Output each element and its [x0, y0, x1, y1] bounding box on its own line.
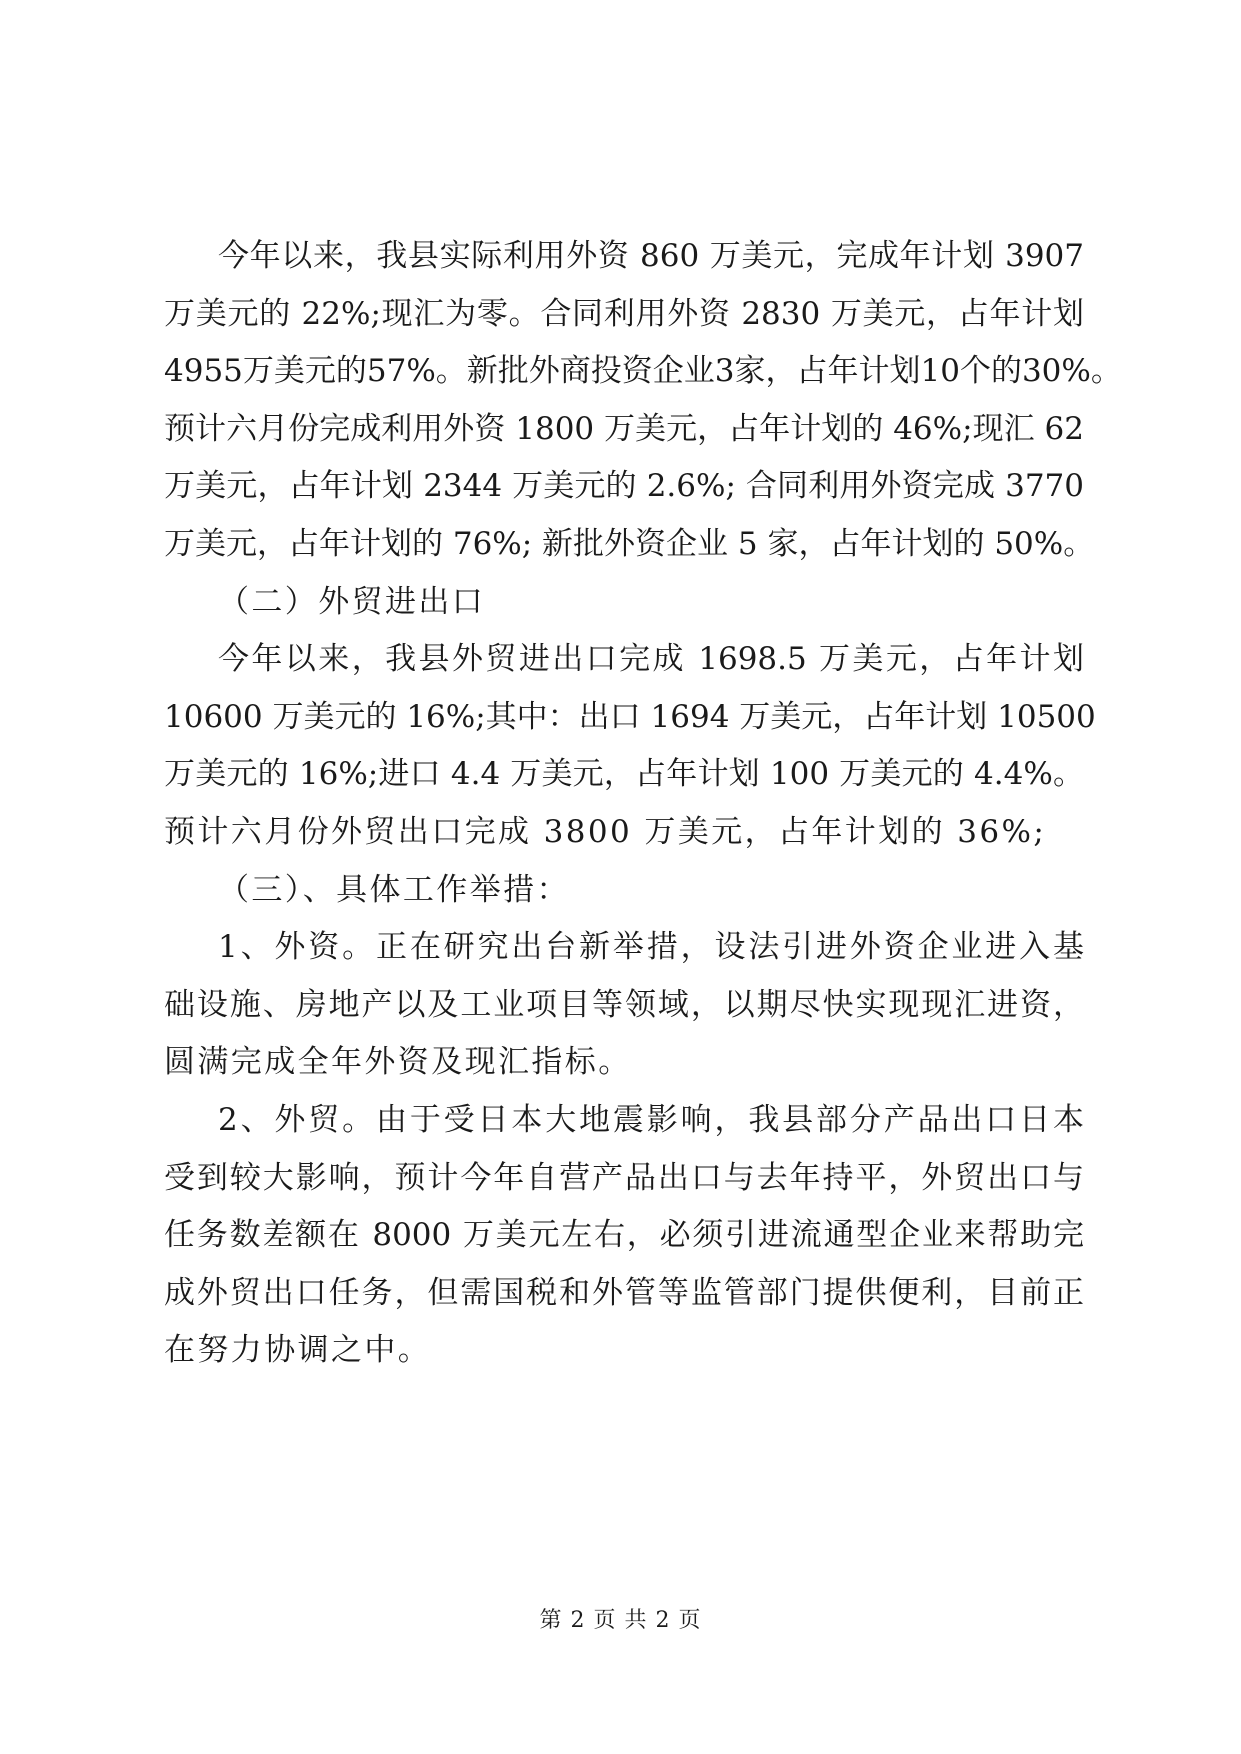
text-line: 万美元的 22%;现汇为零。合同利用外资 2830 万美元，占年计划	[164, 295, 1084, 332]
text-line: 成外贸出口任务，但需国税和外管等监管部门提供便利，目前正	[164, 1274, 1084, 1311]
text-line: 万美元的 16%;进口 4.4 万美元，占年计划 100 万美元的 4.4%。	[164, 756, 1084, 793]
text-line: 今年以来，我县外贸进出口完成 1698.5 万美元，占年计划	[218, 641, 1084, 678]
text-line: 预计六月份外贸出口完成 3800 万美元，占年计划的 36%;	[164, 813, 1047, 850]
text-line: 预计六月份完成利用外资 1800 万美元，占年计划的 46%;现汇 62	[164, 410, 1084, 447]
text-line: 4955万美元的57%。新批外商投资企业3家，占年计划10个的30%。	[164, 353, 1122, 390]
section-heading: （三）、具体工作举措：	[218, 871, 570, 908]
body-text	[164, 228, 1122, 1380]
text-line: 1、外资。正在研究出台新举措，设法引进外资企业进入基	[218, 929, 1084, 966]
text-line: 在努力协调之中。	[164, 1332, 432, 1369]
text-line: 受到较大影响，预计今年自营产品出口与去年持平，外贸出口与	[164, 1159, 1084, 1196]
text-line: 万美元，占年计划的 76%; 新批外资企业 5 家，占年计划的 50%。	[164, 525, 1095, 562]
text-line: 任务数差额在 8000 万美元左右，必须引进流通型企业来帮助完	[164, 1217, 1084, 1254]
text-line: 圆满完成全年外资及现汇指标。	[164, 1044, 632, 1081]
page-footer: 第 2 页 共 2 页	[539, 1608, 702, 1633]
text-line: 10600 万美元的 16%;其中：出口 1694 万美元，占年计划 10500	[164, 698, 1096, 735]
text-line: 万美元，占年计划 2344 万美元的 2.6%; 合同利用外资完成 3770	[164, 468, 1084, 505]
section-heading: （二）外贸进出口	[218, 583, 486, 620]
text-line: 今年以来，我县实际利用外资 860 万美元，完成年计划 3907	[218, 238, 1084, 274]
text-line: 2、外贸。由于受日本大地震影响，我县部分产品出口日本	[218, 1101, 1084, 1138]
text-line: 础设施、房地产以及工业项目等领域，以期尽快实现现汇进资，	[164, 986, 1084, 1023]
